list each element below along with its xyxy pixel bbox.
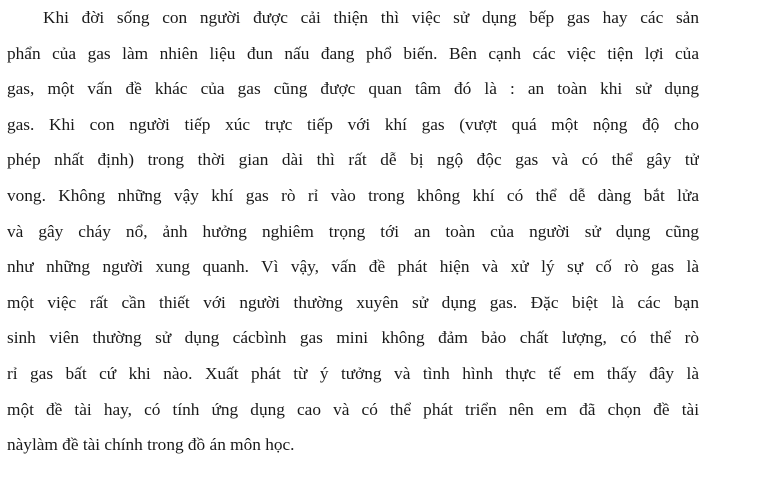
paragraph-line: và gây cháy nổ, ảnh hưởng nghiêm trọng tới an toàn của người sử dụng cũng [7,221,699,241]
paragraph-line: một việc rất cần thiết với người thường xuyên sử dụng gas. Đặc biệt là các bạn [7,292,699,312]
paragraph-line: phẩn của gas làm nhiên liệu đun nấu đang phổ biến. Bên cạnh các việc tiện lợi của [7,43,699,63]
paragraph-line: một đề tài hay, có tính ứng dụng cao và có thể phát triển nên em đã chọn đề tài [7,399,699,419]
paragraph-line: Khi đời sống con người được cải thiện thì việc sử dụng bếp gas hay các sản [43,8,699,27]
next-paragraph-fragment [7,480,699,496]
paragraph-line: gas. Khi con người tiếp xúc trực tiếp với khí gas (vượt quá một nộng độ cho [7,114,699,134]
paragraph-line: sinh viên thường sử dụng cácbình gas mini không đảm bảo chất lượng, có thể rò [7,328,699,348]
paragraph-line: gas, một vấn đề khác của gas cũng được quan tâm đó là : an toàn khi sử dụng [7,79,699,99]
body-paragraph [7,4,699,467]
paragraph-line: nàylàm đề tài chính trong đồ án môn học. [7,435,295,455]
paragraph-line: rỉ gas bất cứ khi nào. Xuất phát từ ý tưởng và tình hình thực tế em thấy đây là [7,363,699,383]
paragraph-line: phép nhất định) trong thời gian dài thì rất dễ bị ngộ độc gas và có thể gây tử [7,150,699,170]
paragraph-line: như những người xung quanh. Vì vậy, vấn đề phát hiện và xử lý sự cố rò gas là [7,257,699,277]
paragraph-line: vong. Không những vậy khí gas rò rỉ vào trong không khí có thể dễ dàng bắt lửa [7,185,699,205]
